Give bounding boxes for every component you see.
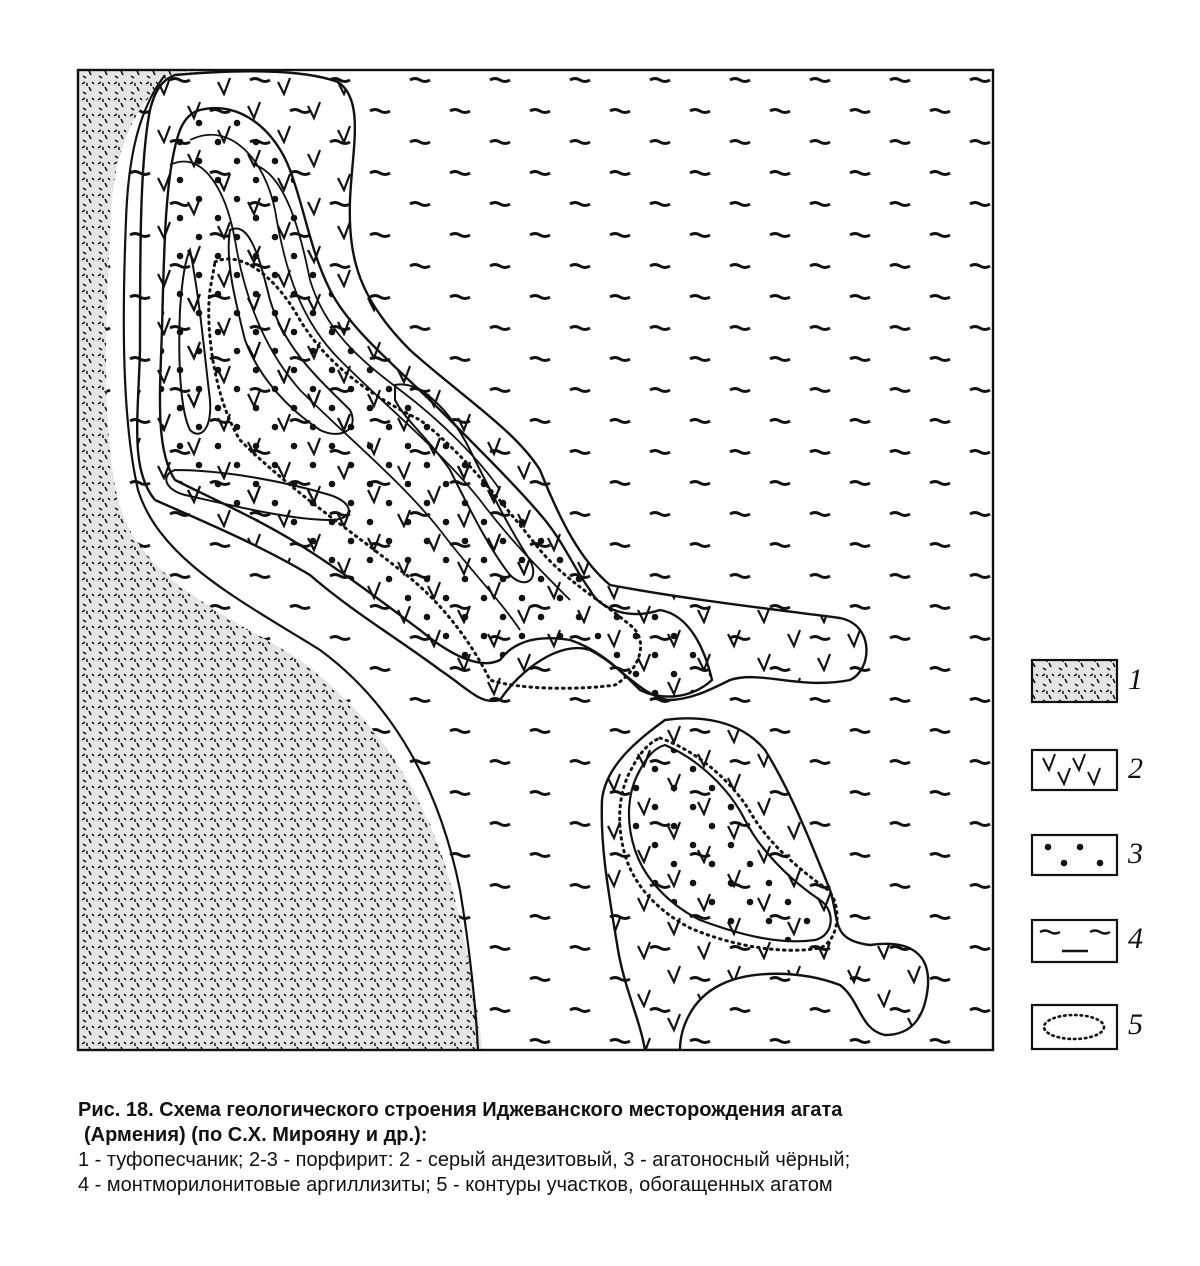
legend-number-2: 2 <box>1128 752 1143 785</box>
caption-title-1: Рис. 18. Схема геологического строения Иджеванского месторождения агата <box>78 1099 843 1121</box>
legend-number-4: 4 <box>1128 922 1143 955</box>
legend-item-5 <box>1032 1005 1117 1049</box>
caption-legend-line-1: 1 - туфопесчаник; 2-3 - порфирит: 2 - серый андезитовый, 3 - агатоносный чёрный; <box>78 1149 851 1171</box>
legend-swatch-tuff <box>1032 660 1117 702</box>
legend-item-4 <box>1032 920 1117 962</box>
legend-number-5: 5 <box>1128 1008 1143 1041</box>
caption-title-2: (Армения) (по С.Х. Мирояну и др.): <box>84 1124 428 1146</box>
legend-number-1: 1 <box>1128 663 1143 696</box>
figure-caption <box>78 1098 1168 1198</box>
legend-item-1 <box>1032 660 1117 702</box>
legend-swatch-argillizite <box>1032 920 1117 962</box>
legend-number-3: 3 <box>1128 837 1143 870</box>
legend-item-2 <box>1032 750 1117 790</box>
caption-legend-line-2: 4 - монтморилонитовые аргиллизиты; 5 - контуры участков, обогащенных агатом <box>78 1174 833 1196</box>
legend <box>1032 660 1117 1049</box>
legend-swatch-agate-porphyrite <box>1032 835 1117 875</box>
legend-item-3 <box>1032 835 1117 875</box>
legend-swatch-andesite <box>1032 750 1117 790</box>
